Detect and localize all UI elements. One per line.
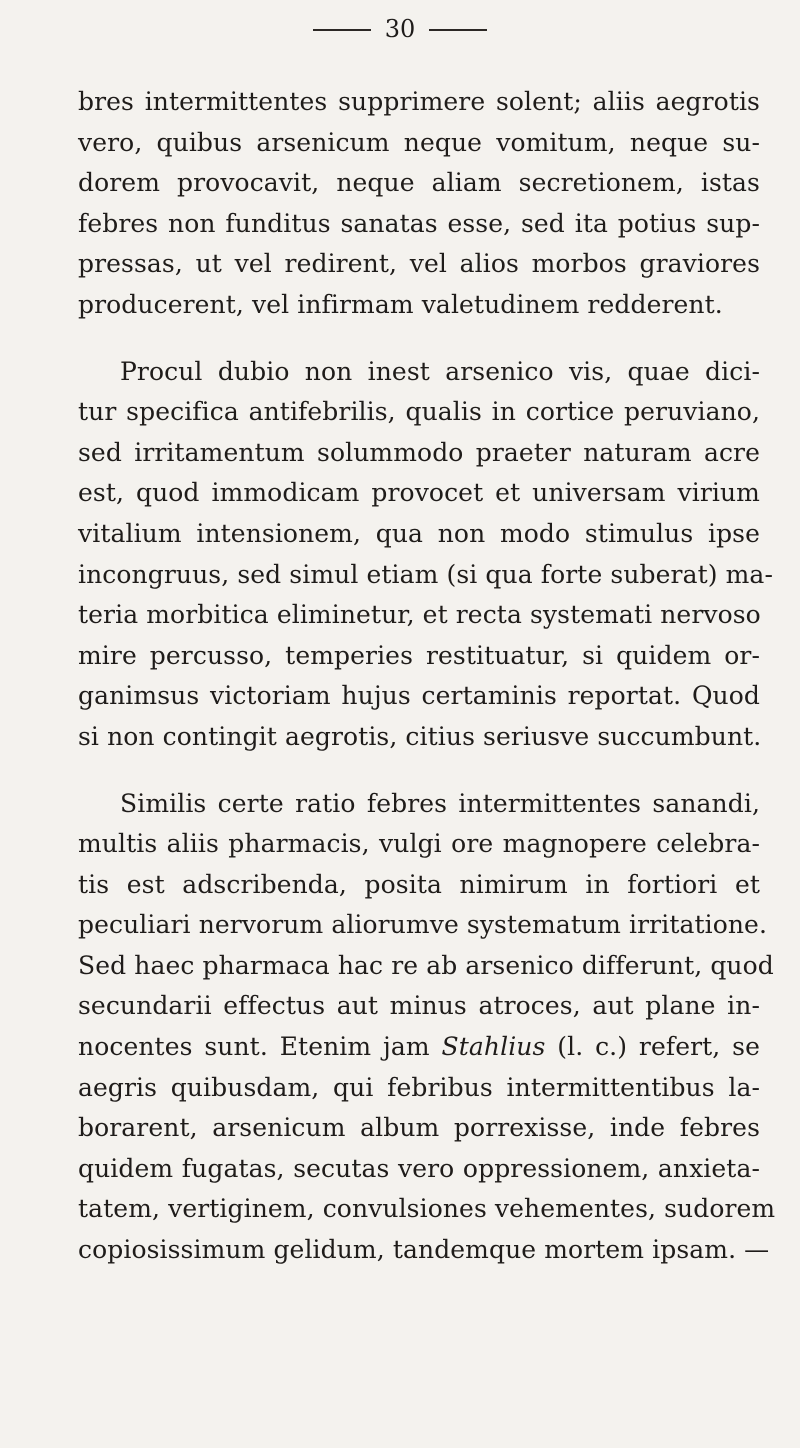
text-line: pressas, ut vel redirent, vel alios morbos graviores bbox=[78, 249, 760, 279]
paragraph-2 bbox=[78, 352, 773, 758]
body-text bbox=[78, 82, 776, 1271]
text-line: multis aliis pharmacis, vulgi ore magnopere celebra- bbox=[78, 829, 760, 859]
text-segment: (l. c.) refert, se bbox=[557, 1032, 760, 1062]
author-name: Stahlius bbox=[441, 1032, 546, 1062]
text-line: teria morbitica eliminetur, et recta systemati nervoso bbox=[78, 600, 761, 630]
text-line: secundarii effectus aut minus atroces, aut plane in- bbox=[78, 991, 760, 1021]
text-line: febres non funditus sanatas esse, sed ita potius sup- bbox=[78, 208, 760, 238]
text-line: sed irritamentum solummodo praeter naturam acre bbox=[78, 437, 760, 467]
text-line: incongruus, sed simul etiam (si qua forte suberat) ma- bbox=[78, 559, 773, 589]
page-header bbox=[0, 14, 800, 44]
text-line: tis est adscribenda, posita nimirum in fortiori et bbox=[78, 869, 760, 899]
text-segment: nocentes sunt. Etenim jam bbox=[78, 1032, 430, 1062]
text-line: Similis certe ratio febres intermittentes sanandi, bbox=[120, 788, 760, 818]
paragraph-1 bbox=[78, 82, 760, 326]
header-rule-right bbox=[429, 29, 487, 31]
text-line: ganimsus victoriam hujus certaminis reportat. Quod bbox=[78, 681, 760, 711]
text-line: aegris quibusdam, qui febribus intermittentibus la- bbox=[78, 1072, 760, 1102]
text-line: borarent, arsenicum album porrexisse, inde febres bbox=[78, 1113, 760, 1143]
text-line: tatem, vertiginem, convulsiones vehementes, sudorem bbox=[78, 1194, 776, 1224]
text-line: Procul dubio non inest arsenico vis, quae dici- bbox=[120, 356, 760, 386]
text-line: vitalium intensionem, qua non modo stimulus ipse bbox=[78, 518, 760, 548]
page-number: 30 bbox=[384, 15, 416, 43]
text-line-with-author bbox=[78, 1027, 760, 1068]
text-line: peculiari nervorum aliorumve systematum irritatione. bbox=[78, 910, 768, 940]
text-line: quidem fugatas, secutas vero oppressionem, anxieta- bbox=[78, 1153, 760, 1183]
text-line: vero, quibus arsenicum neque vomitum, neque su- bbox=[78, 127, 760, 157]
header-rule-left bbox=[313, 29, 371, 31]
text-line: mire percusso, temperies restituatur, si quidem or- bbox=[78, 640, 760, 670]
text-line: Sed haec pharmaca hac re ab arsenico differunt, quod bbox=[78, 950, 774, 980]
text-line: est, quod immodicam provocet et universam virium bbox=[78, 478, 760, 508]
text-line: tur specifica antifebrilis, qualis in cortice peruviano, bbox=[78, 397, 760, 427]
text-line: bres intermittentes supprimere solent; aliis aegrotis bbox=[78, 87, 760, 116]
text-line: producerent, vel infirmam valetudinem redderent. bbox=[78, 289, 723, 319]
text-line: si non contingit aegrotis, citius seriusve succumbunt. bbox=[78, 721, 762, 751]
paragraph-3 bbox=[78, 784, 776, 1271]
text-line: dorem provocavit, neque aliam secretionem, istas bbox=[78, 168, 760, 198]
text-line: copiosissimum gelidum, tandemque mortem ipsam. — bbox=[78, 1235, 770, 1265]
